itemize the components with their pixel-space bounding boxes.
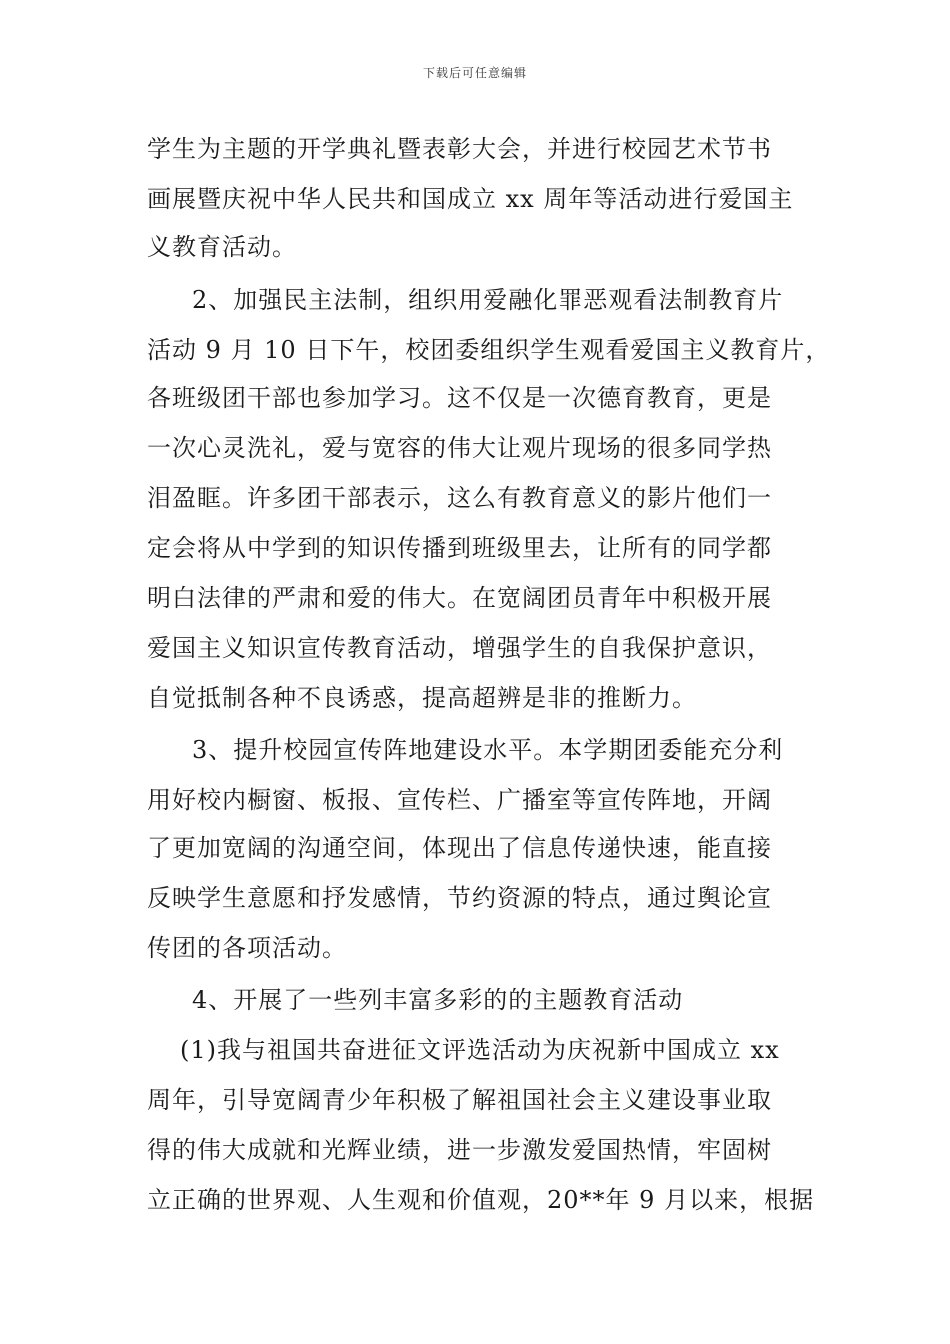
body-line: 定会将从中学到的知识传播到班级里去，让所有的同学都 [147,534,772,562]
page-header-note: 下载后可任意编辑 [422,66,527,80]
body-line: 爱国主义知识宣传教育活动，增强学生的自我保护意识， [147,634,772,662]
body-line: 4、开展了一些列丰富多彩的的主题教育活动 [192,986,684,1014]
body-line: 各班级团干部也参加学习。这不仅是一次德育教育，更是 [147,384,772,412]
body-line: 得的伟大成就和光辉业绩，进一步激发爱国热情，牢固树 [147,1136,772,1164]
body-line: 学生为主题的开学典礼暨表彰大会，并进行校园艺术节书 [147,135,772,163]
body-line: 2、加强民主法制，组织用爱融化罪恶观看法制教育片 [192,286,784,314]
body-line: 用好校内橱窗、板报、宣传栏、广播室等宣传阵地，开阔 [147,786,772,814]
body-line: 画展暨庆祝中华人民共和国成立 xx 周年等活动进行爱国主 [147,185,794,213]
body-line: 义教育活动。 [147,233,297,261]
body-line: 泪盈眶。许多团干部表示，这么有教育意义的影片他们一 [147,484,772,512]
body-line: 3、提升校园宣传阵地建设水平。本学期团委能充分利 [192,736,784,764]
body-line: 活动 9 月 10 日下午，校团委组织学生观看爱国主义教育片， [147,336,831,364]
body-line: (1)我与祖国共奋进征文评选活动为庆祝新中国成立 xx [180,1036,780,1064]
body-line: 立正确的世界观、人生观和价值观，20**年 9 月以来，根据 [147,1186,815,1214]
body-line: 一次心灵洗礼，爱与宽容的伟大让观片现场的很多同学热 [147,434,772,462]
body-line: 明白法律的严肃和爱的伟大。在宽阔团员青年中积极开展 [147,584,772,612]
body-line: 周年，引导宽阔青少年积极了解祖国社会主义建设事业取 [147,1086,772,1114]
body-line: 传团的各项活动。 [147,934,347,962]
body-line: 了更加宽阔的沟通空间，体现出了信息传递快速，能直接 [147,834,772,862]
body-line: 自觉抵制各种不良诱惑，提高超辨是非的推断力。 [147,684,697,712]
body-line: 反映学生意愿和抒发感情，节约资源的特点，通过舆论宣 [147,884,772,912]
